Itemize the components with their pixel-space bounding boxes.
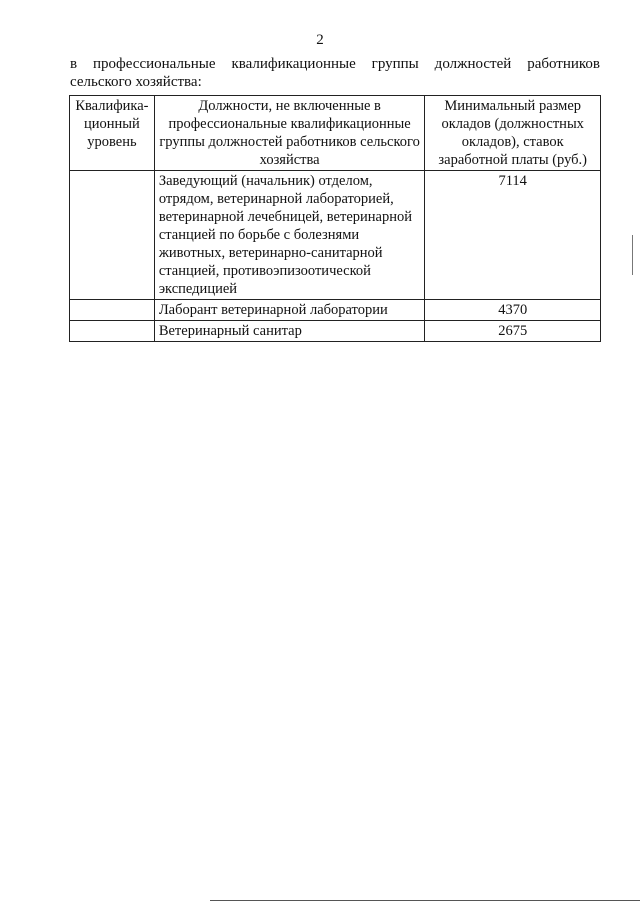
table-header-row	[70, 96, 601, 171]
intro-line-1: в профессиональные квалификационные группы должностей работников	[70, 56, 600, 72]
header-qualification-level: Квалифика-ционный уровень	[70, 96, 155, 171]
page-number: 2	[316, 32, 324, 48]
salary-table	[69, 95, 601, 342]
table-row	[70, 321, 601, 342]
scan-edge-mark	[632, 235, 633, 275]
row-level-cell	[70, 300, 155, 321]
row-salary-cell: 7114	[425, 171, 601, 300]
intro-line-2: сельского хозяйства:	[70, 74, 202, 90]
intro-paragraph	[70, 55, 600, 91]
scan-bottom-line	[210, 900, 640, 901]
row-position-cell: Лаборант ветеринарной лаборатории	[154, 300, 425, 321]
row-salary-cell: 2675	[425, 321, 601, 342]
header-positions: Должности, не включенные в профессиональные квалификационные группы должностей работников сельского хозяйства	[154, 96, 425, 171]
row-position-cell: Ветеринарный санитар	[154, 321, 425, 342]
row-level-cell	[70, 321, 155, 342]
table-row	[70, 300, 601, 321]
header-minimum-salary: Минимальный размер окладов (должностных окладов), ставок заработной платы (руб.)	[425, 96, 601, 171]
table-row	[70, 171, 601, 300]
row-position-cell: Заведующий (начальник) отделом, отрядом, ветеринарной лабораторией, ветеринарной лечебницей, ветеринарной станцией по борьбе с болезнями животных, ветеринарно-санитарной станцией, противоэпизоотической экспедицией	[154, 171, 425, 300]
row-level-cell	[70, 171, 155, 300]
row-salary-cell: 4370	[425, 300, 601, 321]
